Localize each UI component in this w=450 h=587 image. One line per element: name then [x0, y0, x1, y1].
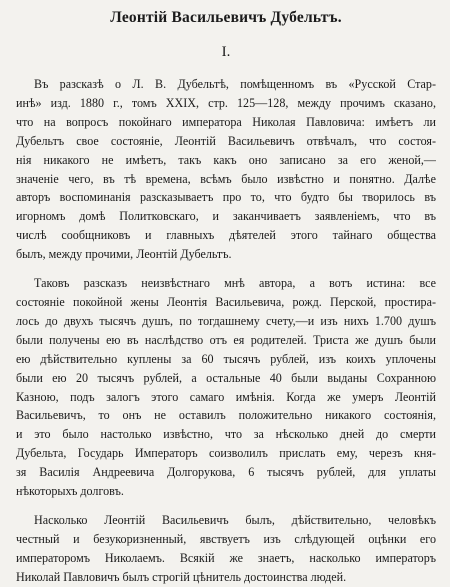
text-line: и это было настолько извѣстно, что за нѣсколько дней до смерти	[16, 427, 436, 442]
text-line-group	[16, 293, 436, 331]
text-line: что на вопросъ покойнаго императора Николая Павловича: имѣетъ ли	[16, 114, 436, 129]
text-line: Въ разсказѣ о Л. В. Дубельтѣ, помѣщенномъ въ «Русской Стар-	[34, 77, 436, 91]
text-line: императоромъ Николаемъ. Всякій же знаетъ, насколько императоръ	[16, 550, 436, 565]
text-line: честный и безукоризненный, явствуетъ изъ слѣдующей оцѣнки его	[16, 531, 436, 546]
paragraph-gap	[16, 264, 436, 274]
text-line: числѣ сообщниковъ и главныхъ дѣятелей этого тайнаго общества	[16, 228, 436, 243]
text-line: Николай Павловичъ былъ строгій цѣнитель достоинства людей.	[16, 569, 347, 584]
text-line: ею дѣйствительно куплены за 60 тысячъ рублей, изъ коихъ уплочены	[16, 351, 436, 366]
text-line: Таковъ разсказъ неизвѣстнаго мнѣ автора, а вотъ истина: все	[34, 276, 436, 291]
document-body	[16, 75, 436, 587]
text-line: нія никакого не имѣетъ, такъ какъ оно записано за его женой,—	[16, 152, 436, 167]
text-line: Казною, подъ залогъ этого самаго имѣнія. Когда же умеръ Леонтій	[16, 389, 436, 404]
paragraph	[16, 274, 436, 501]
text-line: нѣкоторыхъ долговъ.	[16, 484, 124, 499]
text-line-group	[16, 75, 436, 113]
text-line: Дубельта, Государь Императоръ соизволилъ прислать ему, черезъ кня-	[16, 446, 436, 461]
text-line: были ею 20 тысячъ рублей, а остальные 40 были выданы Сохранною	[16, 370, 436, 385]
text-line: былъ, между прочими, Леонтій Дубельтъ.	[16, 247, 232, 262]
text-line: зя Василія Андреевича Долгорукова, 6 тысячъ рублей, для уплаты	[16, 465, 436, 480]
paragraph-gap	[16, 501, 436, 511]
section-number: I.	[221, 44, 231, 60]
text-line: инѣ» изд. 1880 г., томъ XXIX, стр. 125—128, между прочимъ сказано,	[16, 95, 436, 110]
text-line: игорномъ домѣ Политковскаго, и заканчиваетъ заявленіемъ, что въ	[16, 209, 436, 224]
text-line: лось до двухъ тысячъ душъ, по тогдашнему счету,—и изъ нихъ 1.700 душъ	[16, 313, 436, 328]
text-line: Дубельтъ свое состояніе, Леонтій Васильевичъ отвѣчалъ, что состоя-	[16, 133, 436, 148]
document-title: Леонтій Васильевичъ Дубельтъ.	[110, 9, 342, 26]
text-line: авторъ воспоминанія разсказываетъ про то, что будто бы творилось въ	[16, 190, 436, 205]
text-line: состояніе покойной жены Леонтія Васильевича, рожд. Перской, простира-	[16, 294, 436, 309]
text-line: были получены ею въ наслѣдство отъ ея родителей. Триста же душъ были	[16, 332, 436, 347]
paragraph	[16, 75, 436, 264]
text-line: Васильевичъ, то онъ не оставилъ положительно никакого состоянія,	[16, 408, 436, 423]
text-line-group	[16, 132, 436, 170]
text-line: значеніе чего, въ тѣ времена, всѣмъ было извѣстно и понятно. Далѣе	[16, 171, 436, 186]
paragraph	[16, 511, 436, 587]
text-line: Насколько Леонтій Васильевичъ былъ, дѣйствительно, человѣкъ	[34, 512, 436, 527]
text-line-group	[16, 444, 436, 482]
